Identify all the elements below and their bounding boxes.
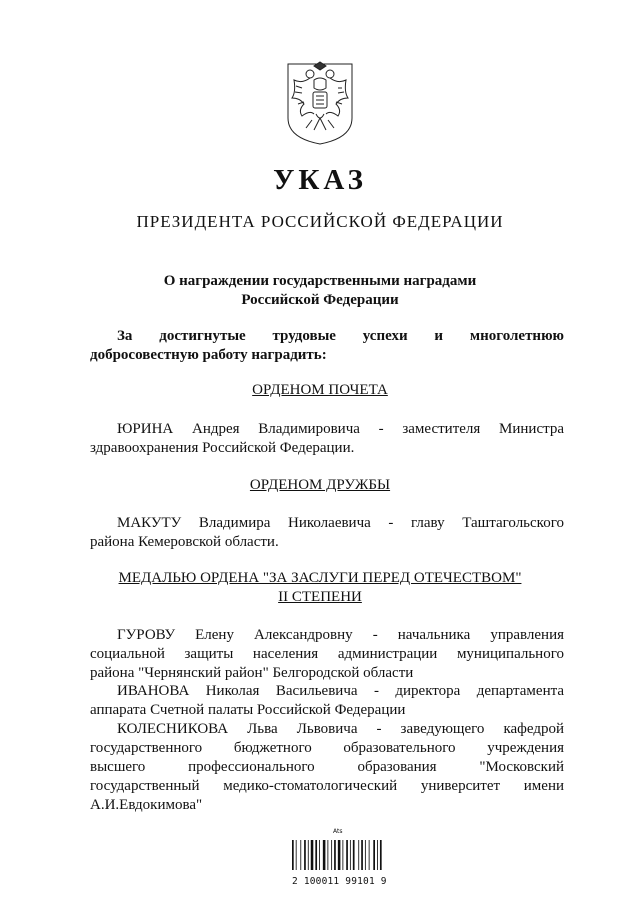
award-entry bbox=[90, 626, 564, 683]
barcode-bars bbox=[292, 840, 382, 870]
decree-title: УКАЗ bbox=[273, 164, 367, 196]
barcode-bar bbox=[342, 840, 343, 870]
barcode-bar bbox=[377, 840, 378, 870]
award-heading-order-of-friendship bbox=[0, 476, 640, 495]
award-entry bbox=[90, 514, 564, 552]
barcode-bar bbox=[319, 840, 320, 870]
barcode-bar bbox=[315, 840, 317, 870]
entry-line: здравоохранения Российской Федерации. bbox=[90, 440, 355, 456]
barcode-bar bbox=[350, 840, 351, 870]
barcode-bar bbox=[292, 840, 294, 870]
barcode-bar bbox=[373, 840, 375, 870]
entry-line: А.И.Евдокимова" bbox=[90, 797, 203, 813]
barcode-bar bbox=[304, 840, 306, 870]
entry-line: района Кемеровской области. bbox=[90, 534, 279, 550]
barcode-bar bbox=[361, 840, 363, 870]
entry-line: социальной защиты населения администрации муниципального bbox=[90, 646, 564, 662]
barcode-bar bbox=[311, 840, 314, 870]
barcode-mark: Ats bbox=[333, 828, 343, 835]
award-entry bbox=[90, 720, 564, 815]
award-heading-text: МЕДАЛЬЮ ОРДЕНА "ЗА ЗАСЛУГИ ПЕРЕД ОТЕЧЕСТВОМ" bbox=[118, 570, 522, 586]
decree-subject bbox=[0, 272, 640, 310]
entry-line: ЮРИНА Андрея Владимировича - заместителя Министра bbox=[117, 421, 564, 437]
barcode-bar bbox=[334, 840, 336, 870]
decree-subtitle: ПРЕЗИДЕНТА РОССИЙСКОЙ ФЕДЕРАЦИИ bbox=[136, 212, 504, 231]
entry-line: КОЛЕСНИКОВА Льва Львовича - заведующего кафедрой bbox=[117, 721, 564, 737]
barcode-bar bbox=[365, 840, 366, 870]
entry-line: государственного бюджетного образовательного учреждения bbox=[90, 740, 564, 756]
barcode-bar bbox=[308, 840, 309, 870]
barcode-number: 2 100011 99101 9 bbox=[292, 876, 387, 887]
entry-line: МАКУТУ Владимира Николаевича - главу Таштагольского bbox=[117, 515, 564, 531]
barcode-bar bbox=[296, 840, 297, 870]
coat-of-arms-icon bbox=[280, 58, 360, 146]
intro-paragraph bbox=[90, 327, 564, 365]
barcode-bar bbox=[327, 840, 328, 870]
award-heading-text: ОРДЕНОМ ДРУЖБЫ bbox=[249, 477, 391, 493]
intro-line: За достигнутые трудовые успехи и многолетнюю bbox=[117, 328, 564, 344]
entry-line: района "Чернянский район" Белгородской области bbox=[90, 665, 414, 681]
barcode-bar bbox=[338, 840, 341, 870]
barcode-bar bbox=[358, 840, 359, 870]
barcode-bar bbox=[346, 840, 348, 870]
entry-line: ГУРОВУ Елену Александровну - начальника управления bbox=[117, 627, 564, 643]
entry-line: высшего профессионального образования "Московский bbox=[90, 759, 564, 775]
barcode-bar bbox=[353, 840, 355, 870]
subject-line: Российской Федерации bbox=[241, 292, 399, 308]
award-entry bbox=[90, 682, 564, 720]
entry-line: аппарата Счетной палаты Российской Федерации bbox=[90, 702, 406, 718]
barcode-bar bbox=[331, 840, 332, 870]
barcode-icon bbox=[292, 828, 382, 876]
award-heading-text: ОРДЕНОМ ПОЧЕТА bbox=[252, 382, 388, 398]
entry-line: государственный медико-стоматологический университет имени bbox=[90, 778, 564, 794]
barcode-bar bbox=[323, 840, 326, 870]
barcode-bar bbox=[300, 840, 301, 870]
award-entry bbox=[90, 420, 564, 458]
entry-line: ИВАНОВА Николая Васильевича - директора департамента bbox=[117, 683, 564, 699]
intro-line: добросовестную работу наградить: bbox=[90, 347, 327, 363]
barcode-bar bbox=[369, 840, 370, 870]
award-heading-order-of-honor bbox=[0, 381, 640, 400]
subject-line: О награждении государственными наградами bbox=[163, 273, 477, 289]
award-heading-text: II СТЕПЕНИ bbox=[278, 589, 362, 605]
award-heading-medal-of-merit bbox=[0, 569, 640, 607]
barcode-bar bbox=[380, 840, 382, 870]
